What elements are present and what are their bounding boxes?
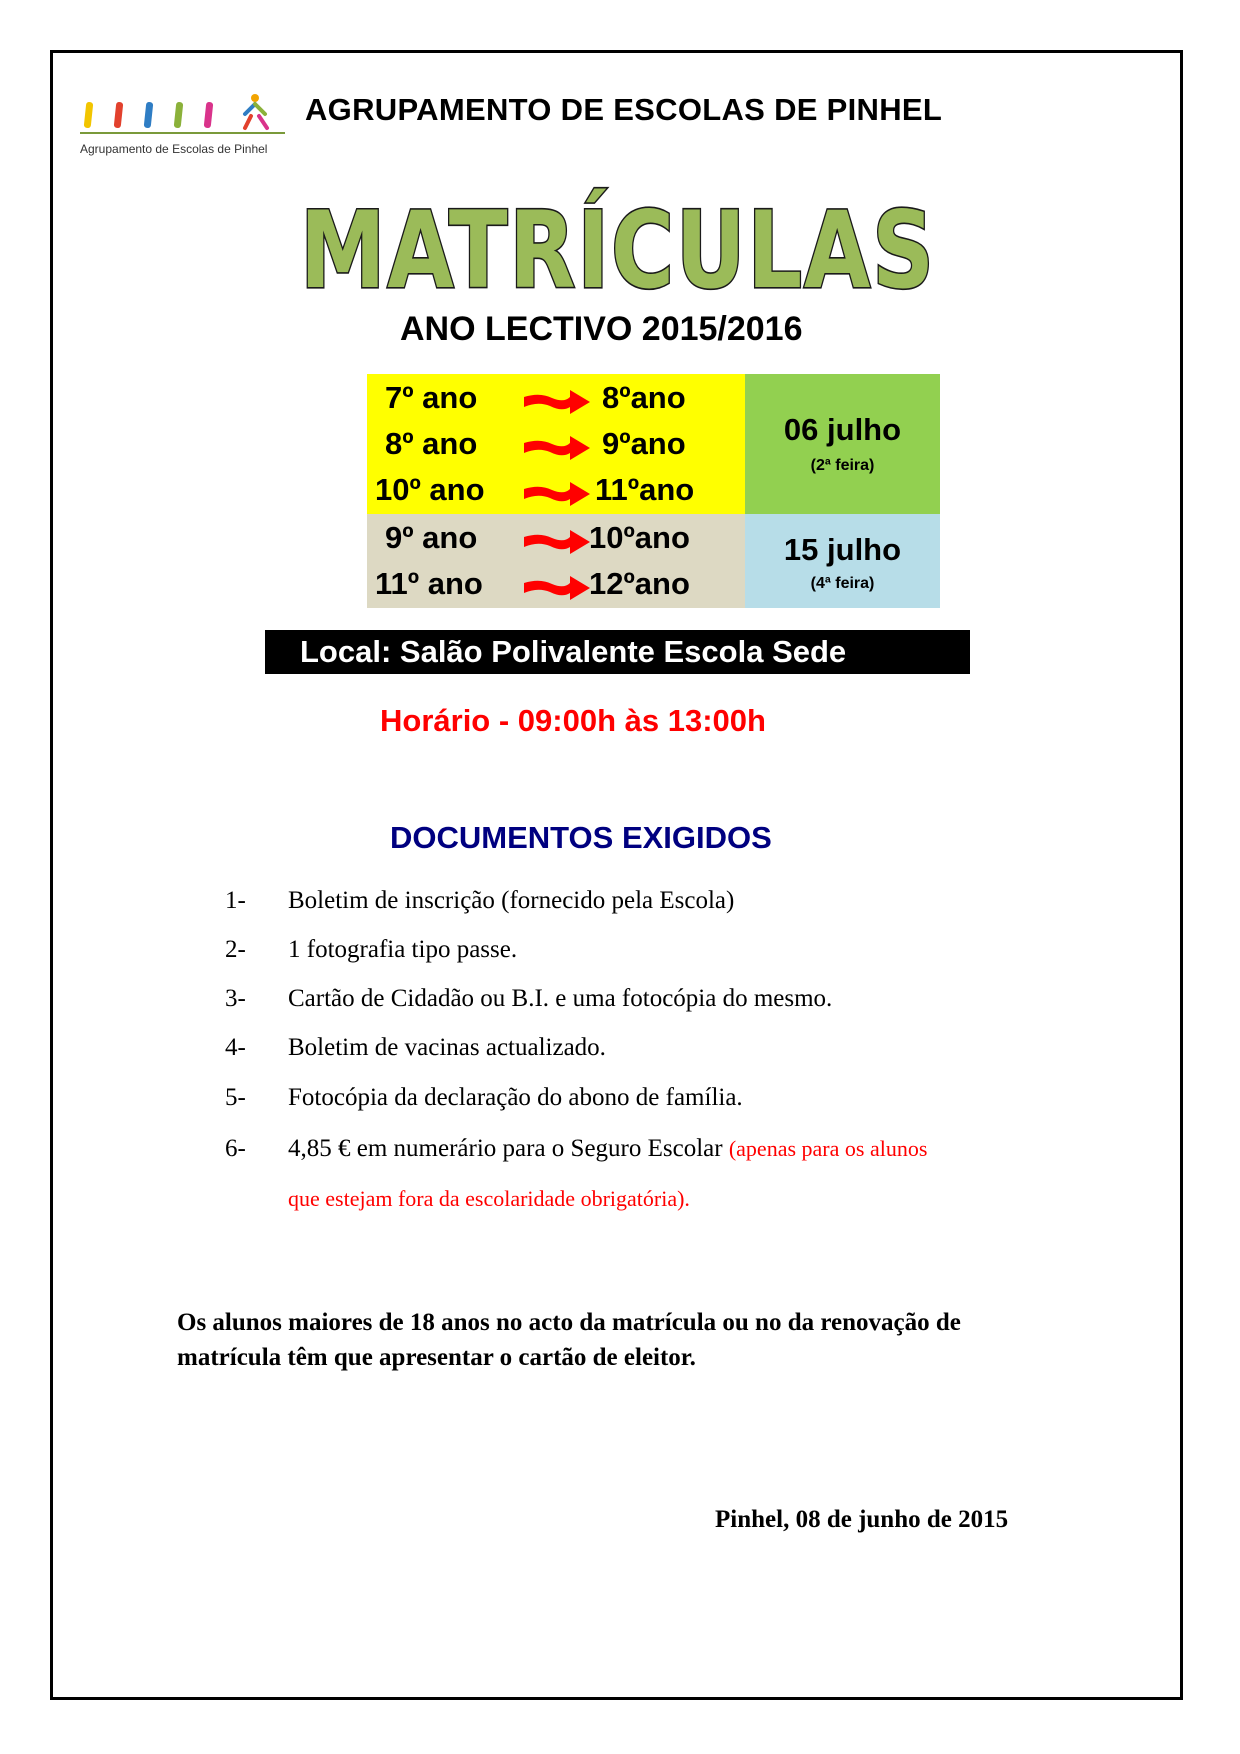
item-number: 3- xyxy=(225,985,246,1012)
logo-bar xyxy=(204,102,214,129)
page-title: MATRÍCULAS xyxy=(300,188,936,313)
grade-from: 11º ano xyxy=(375,566,483,601)
grade-transition-row xyxy=(367,566,745,612)
item-text: Cartão de Cidadão ou B.I. e uma fotocópia do mesmo. xyxy=(288,985,833,1012)
group-1-date: 06 julho xyxy=(783,412,902,447)
arrow-right-icon xyxy=(522,480,592,508)
item-note-continuation: que estejam fora da escolaridade obrigatória). xyxy=(288,1186,690,1211)
document-list-item xyxy=(225,887,734,915)
document-list-item xyxy=(225,1135,927,1163)
logo-bar xyxy=(144,102,154,129)
document-list-item xyxy=(225,1034,606,1062)
logo-bar xyxy=(114,102,124,129)
opening-hours: Horário - 09:00h às 13:00h xyxy=(380,703,766,738)
item-number: 2- xyxy=(225,936,246,963)
grade-to: 8ºano xyxy=(602,380,686,415)
item-text: Fotocópia da declaração do abono de família. xyxy=(288,1084,743,1111)
required-documents-title: DOCUMENTOS EXIGIDOS xyxy=(390,820,772,855)
document-list-item xyxy=(225,1084,743,1112)
item-text: 4,85 € em numerário para o Seguro Escolar xyxy=(288,1135,723,1162)
document-list-item xyxy=(225,985,832,1013)
item-text: 1 fotografia tipo passe. xyxy=(288,936,518,963)
group-2-date: 15 julho xyxy=(783,532,902,567)
logo-caption: Agrupamento de Escolas de Pinhel xyxy=(80,142,268,156)
item-number: 4- xyxy=(225,1034,246,1061)
document-list-item xyxy=(225,936,517,964)
group-1-date-cell xyxy=(745,374,940,514)
group-2-date-cell xyxy=(745,514,940,608)
grade-to: 12ºano xyxy=(589,566,690,601)
arrow-right-icon xyxy=(522,574,592,602)
grade-from: 9º ano xyxy=(385,520,478,555)
place-and-date: Pinhel, 08 de junho de 2015 xyxy=(715,1506,1009,1533)
logo-bar xyxy=(174,102,184,129)
grade-to: 9ºano xyxy=(602,426,686,461)
logo-bar xyxy=(84,102,94,129)
item-number: 5- xyxy=(225,1084,246,1111)
grade-from: 7º ano xyxy=(385,380,478,415)
group-2-weekday: (4ª feira) xyxy=(810,575,875,592)
grade-from: 10º ano xyxy=(375,472,485,507)
grade-to: 11ºano xyxy=(595,472,695,507)
logo-bars xyxy=(85,102,295,132)
org-title: AGRUPAMENTO DE ESCOLAS DE PINHEL xyxy=(305,92,943,127)
grade-from: 8º ano xyxy=(385,426,478,461)
school-logo xyxy=(75,82,295,162)
grade-to: 10ºano xyxy=(589,520,690,555)
grade-transition-row xyxy=(367,472,745,518)
location-banner: Local: Salão Polivalente Escola Sede xyxy=(265,630,970,674)
item-number: 1- xyxy=(225,887,246,914)
item-text: Boletim de inscrição (fornecido pela Escola) xyxy=(288,887,735,914)
grade-transition-row xyxy=(367,520,745,566)
grade-transition-row xyxy=(367,426,745,472)
arrow-right-icon xyxy=(522,388,592,416)
school-year-subtitle: ANO LECTIVO 2015/2016 xyxy=(400,310,803,348)
voter-card-notice: Os alunos maiores de 18 anos no acto da matrícula ou no da renovação de matrícula têm que apresentar o cartão de eleitor. xyxy=(177,1309,961,1371)
arrow-right-icon xyxy=(522,434,592,462)
item-note: (apenas para os alunos xyxy=(728,1136,928,1161)
enrollment-schedule-table xyxy=(367,374,940,608)
group-1-weekday: (2ª feira) xyxy=(810,457,875,474)
arrow-right-icon xyxy=(522,528,592,556)
logo-figure-icon xyxy=(235,92,275,132)
grade-transition-row xyxy=(367,380,745,426)
item-text: Boletim de vacinas actualizado. xyxy=(288,1034,606,1061)
logo-underline xyxy=(80,132,285,134)
item-number: 6- xyxy=(225,1135,246,1162)
